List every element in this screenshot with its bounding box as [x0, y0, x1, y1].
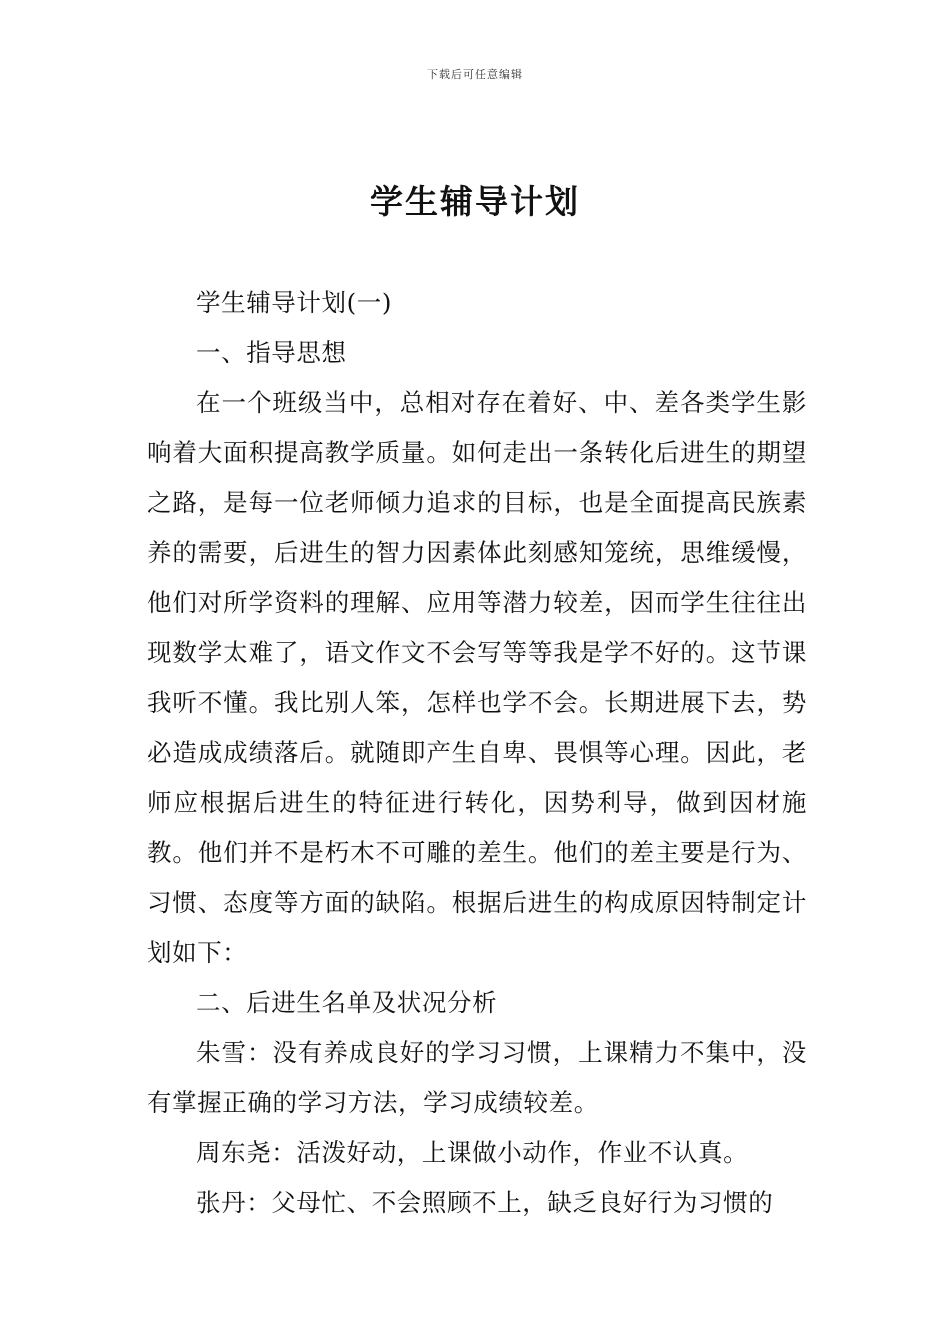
document-body	[147, 278, 807, 1228]
student-entry: 周东尧：活泼好动，上课做小动作，作业不认真。	[196, 1138, 749, 1167]
section-heading-student-list: 二、后进生名单及状况分析	[196, 988, 498, 1017]
subtitle-paragraph: 学生辅导计划(一)	[196, 288, 393, 317]
body-paragraph: 在一个班级当中，总相对存在着好、中、差各类学生影响着大面积提高教学质量。如何走出一条转化后进生的期望之路，是每一位老师倾力追求的目标，也是全面提高民族素养的需要，后进生的智力因素体此刻感知笼统，思维缓慢，他们对所学资料的理解、应用等潜力较差，因而学生往往出现数学太难了，语文作文不会写等等我是学不好的。这节课我听不懂。我比别人笨，怎样也学不会。长期进展下去，势必造成成绩落后。就随即产生自卑、畏惧等心理。因此，老师应根据后进生的特征进行转化，因势利导，做到因材施教。他们并不是朽木不可雕的差生。他们的差主要是行为、习惯、态度等方面的缺陷。根据后进生的构成原因特制定计划如下：	[147, 388, 807, 967]
header-note: 下载后可任意编辑	[427, 68, 523, 81]
section-heading-guiding-idea: 一、指导思想	[196, 338, 347, 367]
student-entry: 张丹：父母忙、不会照顾不上，缺乏良好行为习惯的	[196, 1188, 774, 1217]
document-title: 学生辅导计划	[370, 182, 580, 221]
student-entry: 朱雪：没有养成良好的学习习惯，上课精力不集中，没有掌握正确的学习方法，学习成绩较差。	[147, 1038, 807, 1117]
